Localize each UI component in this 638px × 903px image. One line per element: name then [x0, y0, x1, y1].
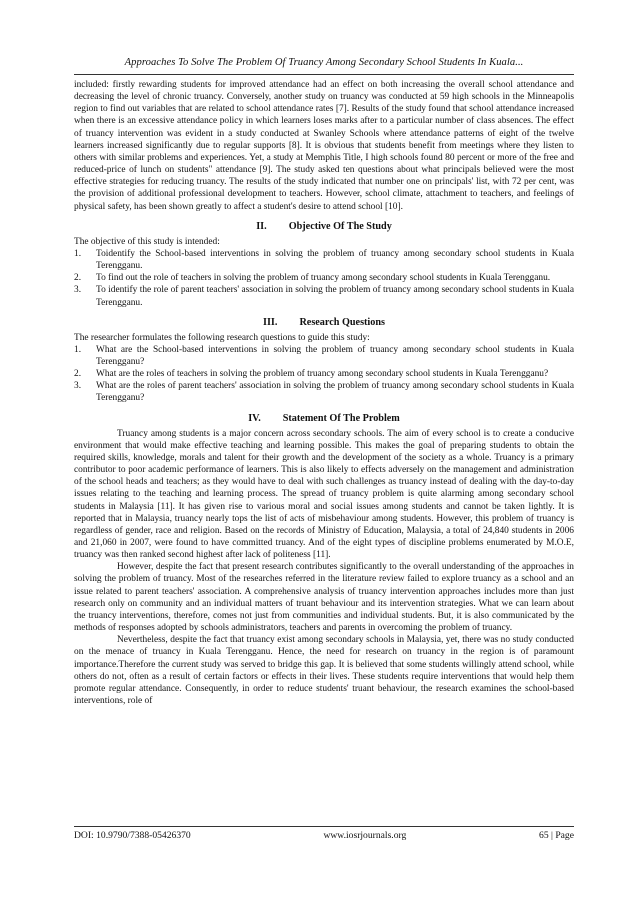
page-footer [74, 830, 574, 842]
section-number: II. [256, 220, 267, 232]
section-number: III. [262, 316, 278, 328]
list-item [74, 272, 574, 284]
article-body [74, 79, 574, 707]
running-header: Approaches To Solve The Problem Of Truancy Among Secondary School Students In Kuala... [124, 57, 524, 68]
body-paragraph: However, despite the fact that present research contributes significantly to the overall understanding of the approaches in solving the problem of truancy. Most of the researches referred in the literature review failed to explore truancy as a school and an issue related to parent teachers' association. A comprehensive analysis of truancy intervention approaches includes more than just research only on community and an individual matters of truant behaviour and its intervention strategies. What we can learn about the truancy interventions, therefore, comes not just from communities and individual students. But, it is also communicated by the methods of responses adopted by schools administrators, teachers and parents in overcoming the problem of truancy. [74, 562, 574, 634]
section-number: IV. [248, 412, 261, 424]
section-heading-research-questions [74, 316, 574, 329]
list-item-text: To find out the role of teachers in solving the problem of truancy among secondary school students in Kuala Terengganu. [96, 273, 551, 284]
section-title: Statement Of The Problem [282, 412, 400, 424]
list-item-text: To identify the role of parent teachers' association in solving the problem of truancy among secondary school students in Kuala Terengganu. [96, 285, 574, 308]
objective-list [74, 248, 574, 309]
list-item [74, 368, 574, 380]
list-marker: 2. [74, 369, 82, 380]
intro-paragraph: included: firstly rewarding students for improved attendance had an effect on both increasing the overall school attendance and decreasing the level of chronic truancy. Conversely, another study on truancy was conducted at 59 high schools in the Minneapolis region to find out variables that are related to school attendance rates [7]. Results of the study found that school attendance increased when there is an excessive attendance policy in which learners loses marks after to a particular number of class absences. The effect of truancy intervention was evident in a study conducted at Swanley Schools where attendance patterns of eight of the twelve learners increased significantly due to regular supports [8]. It is obvious that students benefit from meetings where they listen to others with similar problems and experiences. Yet, a study at Memphis Title, I high schools found 80 percent or more of the free and reduced-price of lunch on students" attendance [9]. The study asked ten questions about what principals believed were the most effective strategies for reducing truancy. The results of the study indicated that number one on principals' list, with 72 per cent, was the provision of additional professional development to teachers. However, school climate, attachment to teachers, and feelings of physical safety, has been shown greatly to affect a student's desire to attend school [10]. [74, 80, 574, 212]
list-item-text: What are the roles of teachers in solving the problem of truancy among secondary school students in Kuala Terengganu? [96, 369, 549, 380]
list-item [74, 248, 574, 272]
section-heading-statement [74, 412, 574, 425]
doi-text: DOI: 10.9790/7388-05426370 [74, 830, 191, 841]
list-marker: 1. [74, 344, 82, 355]
section-lead: The researcher formulates the following research questions to guide this study: [74, 332, 370, 343]
list-marker: 3. [74, 381, 82, 392]
footer-divider [74, 826, 574, 827]
list-item-text: What are the School-based interventions in solving the problem of truancy among secondary school students in Kuala Terengganu? [96, 344, 574, 367]
header-divider [74, 74, 574, 75]
body-paragraph: Truancy among students is a major concern across secondary schools. The aim of every school is to create a conducive environment that would make effective teaching and learning possible. This makes the goal of preparing students to obtain the required skills, knowledge, morals and talent for their growth and the development of the society as a whole. Truancy is a primary contributor to poor academic performance of learners. This is also likely to effects adversely on the management and administration of the school heads and teachers; as they would have to deal with such challenges as truancy instead of dealing with the day-to-day issues relating to the teaching and learning process. The spread of truancy problem is quite alarming among secondary school students in Malaysia [11]. It has given rise to various moral and social issues among students and cannot be taken lightly. It is reported that in Malaysia, truancy nearly tops the list of acts of misbehaviour among students. However, this problem of truancy is regardless of gender, race and religion. Based on the records of Ministry of Education, Malaysia, a total of 24,840 students in 2006 and 21,060 in 2007, were found to have committed truancy. And of the eight types of discipline problems enumerated by M.O.E, truancy was then ranked second highest after lack of politeness [11]. [74, 428, 574, 561]
section-title: Objective Of The Study [288, 220, 392, 232]
research-question-list [74, 344, 574, 405]
section-title: Research Questions [299, 316, 385, 328]
journal-website-link[interactable]: www.iosrjournals.org [323, 830, 407, 841]
list-marker: 2. [74, 273, 82, 284]
list-item [74, 344, 574, 368]
list-marker: 3. [74, 285, 82, 296]
list-item-text: Toidentify the School-based interventions in solving the problem of truancy among secondary school students in Kuala Terengganu. [96, 248, 574, 272]
page-number: 65 | Page [539, 830, 574, 841]
list-item [74, 380, 574, 404]
list-item-text: What are the roles of parent teachers' association in solving the problem of truancy among secondary school students in Kuala Terengganu? [96, 381, 574, 404]
list-marker: 1. [74, 248, 82, 259]
body-paragraph: Nevertheless, despite the fact that truancy exist among secondary schools in Malaysia, yet, there was no study conducted on the menace of truancy in Kuala Terengganu. Hence, the need for research on truancy in the region is of paramount importance.Therefore the current study was served to bridge this gap. It is believed that some students willingly attend school, while others do not, often as a result of certain factors or effects in their lives. These students require interventions that would help them promote regular attendance. Consequently, in order to reduce students' truant behaviour, the research examines the school-based interventions, role of [74, 635, 574, 707]
list-item [74, 284, 574, 308]
section-heading-objective [74, 220, 574, 233]
section-lead: The objective of this study is intended: [74, 236, 220, 247]
